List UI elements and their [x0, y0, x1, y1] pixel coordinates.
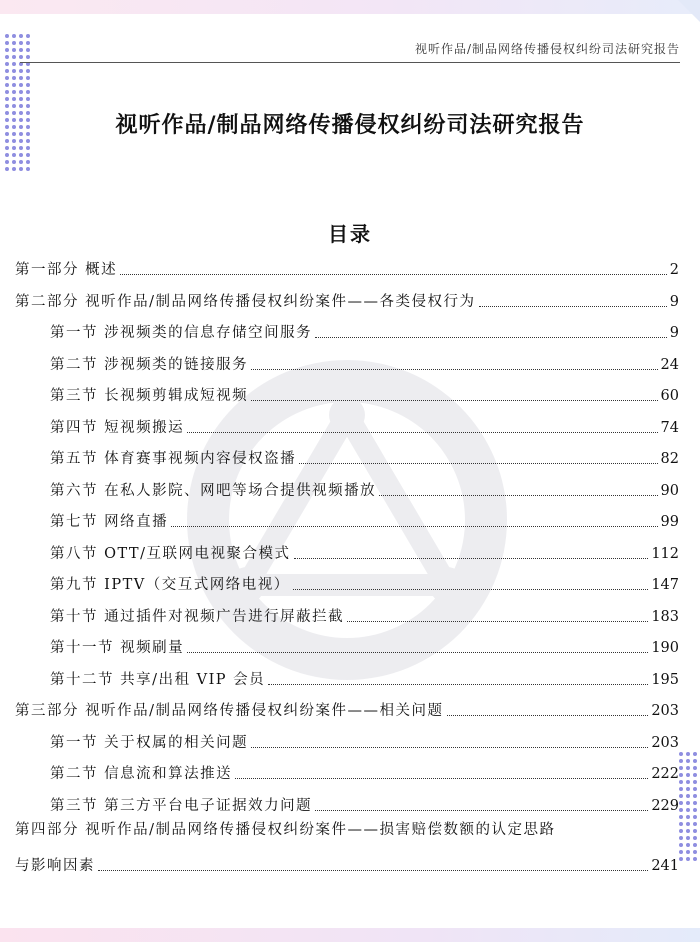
dot — [693, 801, 697, 805]
top-decor-band — [0, 0, 700, 14]
dot — [686, 780, 690, 784]
dot — [26, 139, 30, 143]
dot-leader — [235, 778, 648, 779]
dot-leader — [379, 495, 657, 496]
dot — [686, 829, 690, 833]
dot — [12, 139, 16, 143]
dot — [19, 97, 23, 101]
dot — [679, 822, 683, 826]
toc-entry-section[interactable] — [50, 351, 679, 375]
dot-leader — [98, 870, 648, 871]
dot — [679, 836, 683, 840]
toc-entry-page: 112 — [651, 546, 679, 562]
dot — [12, 41, 16, 45]
dot — [19, 167, 23, 171]
toc-entry-page: 241 — [651, 858, 679, 874]
dot — [5, 69, 9, 73]
running-header: 视听作品/制品网络传播侵权纠纷司法研究报告 — [414, 42, 680, 56]
dot-leader — [120, 274, 667, 275]
toc-entry-section[interactable] — [50, 603, 679, 627]
toc-entry-section[interactable] — [50, 319, 679, 343]
dot — [12, 97, 16, 101]
dot — [679, 766, 683, 770]
toc-entry-page: 147 — [651, 577, 679, 593]
toc-entry-label: 第九节 IPTV（交互式网络电视） — [50, 577, 290, 593]
dot-leader — [268, 684, 648, 685]
dot — [12, 76, 16, 80]
dot — [679, 759, 683, 763]
dot-leader — [251, 369, 657, 370]
toc-entry-page: 190 — [651, 640, 679, 656]
toc-entry-section[interactable] — [50, 414, 679, 438]
toc-entry-label: 第七节 网络直播 — [50, 514, 169, 530]
dot — [693, 857, 697, 861]
dot — [26, 76, 30, 80]
dot — [26, 167, 30, 171]
dot — [686, 794, 690, 798]
toc-entry-label: 第十节 通过插件对视频广告进行屏蔽拦截 — [50, 609, 345, 625]
toc-entry-section[interactable] — [50, 729, 679, 753]
dot — [686, 759, 690, 763]
toc-entry-label: 第三节 长视频剪辑成短视频 — [50, 388, 249, 404]
dot — [5, 97, 9, 101]
toc-entry-label: 第四部分 视听作品/制品网络传播侵权纠纷案件——损害赔偿数额的认定思路 — [15, 822, 556, 838]
dot-leader — [251, 747, 648, 748]
toc-entry-section[interactable] — [50, 571, 679, 595]
dot — [693, 850, 697, 854]
dot-pattern-top-left — [5, 34, 30, 171]
dot — [679, 780, 683, 784]
dot — [679, 829, 683, 833]
dot — [686, 808, 690, 812]
dot — [686, 843, 690, 847]
dot — [686, 836, 690, 840]
dot — [19, 160, 23, 164]
dot — [693, 808, 697, 812]
toc-entry-page: 90 — [660, 483, 679, 499]
toc-entry-section[interactable] — [50, 445, 679, 469]
dot-leader — [347, 621, 648, 622]
toc-entry-page: 195 — [651, 672, 679, 688]
dot — [19, 55, 23, 59]
dot-leader — [187, 652, 648, 653]
dot-leader — [479, 306, 667, 307]
header-rule — [20, 62, 680, 63]
toc-entry-part4-line1[interactable] — [15, 820, 679, 844]
toc-entry-label: 第十一节 视频刷量 — [50, 640, 185, 656]
toc-entry-part[interactable] — [15, 256, 679, 280]
dot — [5, 90, 9, 94]
toc-entry-part[interactable] — [15, 288, 679, 312]
toc-entry-page: 60 — [660, 388, 679, 404]
toc-entry-page: 203 — [651, 703, 679, 719]
toc-entry-label: 第四节 短视频搬运 — [50, 420, 185, 436]
dot — [26, 83, 30, 87]
toc-entry-page: 229 — [651, 798, 679, 814]
toc-entry-section[interactable] — [50, 382, 679, 406]
toc-entry-section[interactable] — [50, 760, 679, 784]
dot — [5, 76, 9, 80]
dot — [686, 850, 690, 854]
dot — [19, 34, 23, 38]
dot — [693, 815, 697, 819]
dot — [19, 48, 23, 52]
dot — [679, 794, 683, 798]
dot — [679, 808, 683, 812]
toc-entry-section[interactable] — [50, 477, 679, 501]
toc-entry-page: 99 — [660, 514, 679, 530]
dot — [686, 766, 690, 770]
dot — [693, 829, 697, 833]
dot — [679, 857, 683, 861]
dot — [12, 90, 16, 94]
dot — [5, 83, 9, 87]
dot — [19, 76, 23, 80]
dot-leader — [315, 337, 667, 338]
dot — [686, 822, 690, 826]
toc-entry-label: 与影响因素 — [15, 858, 95, 874]
toc-entry-page: 82 — [660, 451, 679, 467]
dot — [12, 167, 16, 171]
toc-entry-label: 第一节 关于权属的相关问题 — [50, 735, 249, 751]
dot — [5, 48, 9, 52]
dot-leader — [171, 526, 657, 527]
document-title: 视听作品/制品网络传播侵权纠纷司法研究报告 — [115, 112, 585, 138]
dot-leader — [315, 810, 648, 811]
toc-entry-section[interactable] — [50, 792, 679, 816]
dot — [26, 48, 30, 52]
dot — [693, 836, 697, 840]
dot — [5, 55, 9, 59]
dot — [26, 90, 30, 94]
dot-leader — [299, 463, 657, 464]
dot — [693, 794, 697, 798]
dot-leader — [293, 589, 649, 590]
dot — [679, 815, 683, 819]
dot — [12, 160, 16, 164]
dot — [26, 34, 30, 38]
dot — [19, 153, 23, 157]
dot — [19, 83, 23, 87]
toc-entry-page: 183 — [651, 609, 679, 625]
dot — [12, 48, 16, 52]
dot — [5, 153, 9, 157]
toc-entry-label: 第五节 体育赛事视频内容侵权盗播 — [50, 451, 297, 467]
dot — [19, 90, 23, 94]
dot — [5, 139, 9, 143]
dot — [26, 97, 30, 101]
dot — [686, 815, 690, 819]
toc-entry-section[interactable] — [50, 634, 679, 658]
dot-leader — [251, 400, 657, 401]
dot — [679, 752, 683, 756]
toc-entry-page: 2 — [669, 262, 679, 278]
toc-entry-section[interactable] — [50, 508, 679, 532]
dot — [679, 843, 683, 847]
dot — [693, 843, 697, 847]
dot — [679, 787, 683, 791]
dot — [5, 41, 9, 45]
dot — [12, 34, 16, 38]
dot — [12, 146, 16, 150]
dot — [12, 153, 16, 157]
dot — [12, 55, 16, 59]
toc-entry-label: 第三节 第三方平台电子证据效力问题 — [50, 798, 313, 814]
dot — [679, 773, 683, 777]
toc-entry-page: 74 — [660, 420, 679, 436]
toc-entry-page: 9 — [669, 294, 679, 310]
toc-entry-part[interactable] — [15, 697, 679, 721]
dot — [26, 69, 30, 73]
dot-leader — [294, 558, 649, 559]
dot — [686, 787, 690, 791]
dot — [679, 801, 683, 805]
dot-leader — [187, 432, 657, 433]
dot — [5, 34, 9, 38]
dot — [19, 41, 23, 45]
dot — [19, 69, 23, 73]
dot — [693, 759, 697, 763]
dot — [26, 41, 30, 45]
dot — [693, 773, 697, 777]
dot — [12, 69, 16, 73]
dot — [5, 160, 9, 164]
dot — [26, 146, 30, 150]
toc-entry-label: 第十二节 共享/出租 VIP 会员 — [50, 672, 266, 688]
toc-entry-label: 第三部分 视听作品/制品网络传播侵权纠纷案件——相关问题 — [15, 703, 444, 719]
toc-entry-label: 第六节 在私人影院、网吧等场合提供视频播放 — [50, 483, 377, 499]
bottom-decor-band — [0, 928, 700, 942]
toc-entry-label: 第一节 涉视频类的信息存储空间服务 — [50, 325, 313, 341]
toc-entry-label: 第二部分 视听作品/制品网络传播侵权纠纷案件——各类侵权行为 — [15, 294, 476, 310]
toc-entry-label: 第二节 涉视频类的链接服务 — [50, 357, 249, 373]
dot — [5, 62, 9, 66]
toc-entry-label: 第二节 信息流和算法推送 — [50, 766, 233, 782]
toc-entry-page: 203 — [651, 735, 679, 751]
dot — [19, 146, 23, 150]
toc-entry-label: 第一部分 概述 — [15, 262, 118, 278]
dot — [693, 766, 697, 770]
dot — [26, 55, 30, 59]
dot — [693, 780, 697, 784]
dot — [686, 857, 690, 861]
dot — [5, 146, 9, 150]
dot — [26, 153, 30, 157]
toc-entry-page: 222 — [651, 766, 679, 782]
dot — [693, 787, 697, 791]
corner-decor — [678, 0, 700, 22]
toc-entry-page: 24 — [660, 357, 679, 373]
dot — [19, 139, 23, 143]
dot — [686, 752, 690, 756]
dot — [5, 167, 9, 171]
dot — [12, 83, 16, 87]
toc-entry-label: 第八节 OTT/互联网电视聚合模式 — [50, 546, 291, 562]
toc-entry-part4-line2[interactable] — [15, 852, 679, 876]
dot — [686, 801, 690, 805]
toc-entry-section[interactable] — [50, 666, 679, 690]
toc-heading: 目录 — [328, 222, 372, 246]
toc-entry-page: 9 — [669, 325, 679, 341]
dot — [686, 773, 690, 777]
dot — [693, 752, 697, 756]
toc-entry-section[interactable] — [50, 540, 679, 564]
dot — [26, 160, 30, 164]
dot — [679, 850, 683, 854]
dot — [12, 62, 16, 66]
dot — [693, 822, 697, 826]
dot-leader — [447, 715, 649, 716]
dot-pattern-bottom-right — [679, 752, 697, 861]
